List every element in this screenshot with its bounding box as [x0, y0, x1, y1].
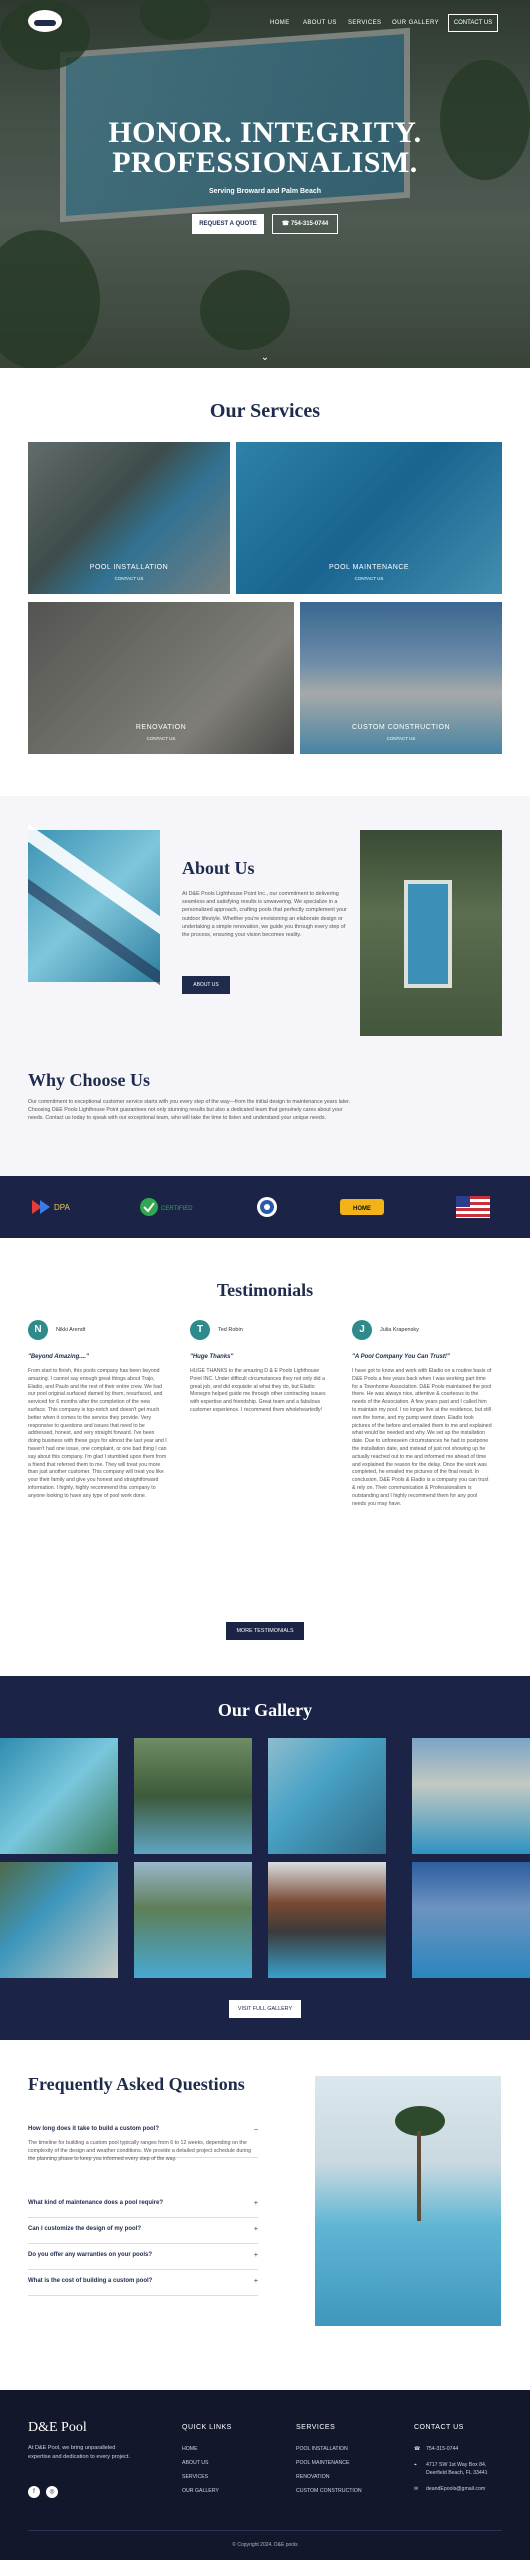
service-cta[interactable]: CONTACT US	[146, 736, 176, 741]
why-text: Our commitment to exceptional customer service starts with you every step of the way—from the initial design to maintenance years later. Choosing D&E Pools Lighthouse Point guarantees not only stunning results but also a dedicated team that genuinely cares about your needs. Contact us today to speak with our exceptional team, who will take the time to listen and understand your unique needs.	[28, 1099, 351, 1121]
location-icon: ⌖	[414, 2462, 417, 2468]
faq-title: Frequently Asked Questions	[28, 2074, 245, 2094]
about-image-aerial	[360, 830, 502, 1036]
footer-link-gallery[interactable]: OUR GALLERY	[182, 2488, 219, 2494]
seal-logo	[255, 1196, 279, 1218]
about-us-button[interactable]: ABOUT US	[182, 976, 230, 994]
gallery-image[interactable]	[0, 1862, 118, 1978]
gallery-image[interactable]	[0, 1738, 118, 1854]
why-title: Why Choose Us	[28, 1070, 151, 1090]
footer-quick-title: QUICK LINKS	[182, 2424, 232, 2431]
nav-gallery[interactable]: OUR GALLERY	[392, 20, 439, 26]
nav-contact-button[interactable]: CONTACT US	[448, 14, 498, 32]
faq-question: What is the cost of building a custom pool?	[28, 2278, 153, 2284]
about-text: At D&E Pools Lighthouse Point Inc., our commitment to delivering seamless and satisfying results is unwavering. We specialize in a personalized approach, crafting pools that perfectly complement your outdoor lifestyle. Whether you're envisioning an elaborate design or undertaking a simple renovation, we guide you through every step of the process, ensuring your vision becomes reality.	[182, 891, 347, 939]
about-title: About Us	[182, 858, 255, 878]
gallery-image[interactable]	[134, 1862, 252, 1978]
faq-item[interactable]	[28, 2200, 258, 2218]
nav-about[interactable]: ABOUT US	[303, 20, 337, 26]
testimonial-body: From start to finish, this pools company has been beyond amazing. I cannot say enough great things about Trajo, Eladio, and Paulo and the rest of their entire crew. We had our pool original surfaced damed by them, resurfaced, and serviced for 6 months after the completion of the new surface. This company is top-notch and doesn't get much better when it comes to the service they provide. Very responsive to questions and issues that need to be addressed, honest, and very straight forward. I've been doing business with these guys for almost the last year and I haven't had one issue, one complaint, or one bad thing I can say about this company. I'm glad I stumbled upon them from a friend that referred them to me. They will treat you more than just another customer. This company will treat you like your their family and give you honest and straightforward information. I highly, highly recommend this company to anyone looking to have any type of pool work done.	[28, 1368, 167, 1499]
service-label: POOL INSTALLATION	[89, 564, 169, 571]
dpa-logo-text: DPA	[54, 1203, 70, 1212]
minus-icon: –	[254, 2126, 258, 2133]
hero-overlay	[0, 0, 530, 368]
faq-item[interactable]	[28, 2278, 258, 2296]
gallery-image[interactable]	[412, 1862, 530, 1978]
gallery-image[interactable]	[134, 1738, 252, 1854]
phone-icon: ☎	[414, 2446, 421, 2452]
testimonial-card	[352, 1320, 492, 1600]
facebook-icon[interactable]: f	[28, 2486, 40, 2498]
service-label: POOL MAINTENANCE	[328, 564, 410, 571]
service-card-renovation[interactable]	[28, 602, 294, 754]
usa-flag-icon	[456, 1196, 490, 1218]
service-card-maintenance[interactable]	[236, 442, 502, 594]
home-logo-text: HOME	[353, 1206, 371, 1212]
footer-divider	[28, 2530, 502, 2531]
visit-gallery-button[interactable]: VISIT FULL GALLERY	[229, 2000, 301, 2018]
service-cta[interactable]: CONTACT US	[114, 576, 144, 581]
request-quote-button[interactable]: REQUEST A QUOTE	[192, 214, 264, 234]
footer-copyright: © Copyright 2024. D&E pools	[232, 2542, 298, 2548]
plus-icon: +	[253, 2278, 258, 2285]
footer-tagline: At D&E Pool, we bring unparalleled expertise and dedication to every project.	[28, 2445, 130, 2460]
top-nav	[0, 0, 530, 48]
testimonial-body: HUGE THANKS to the amazing D & E Pools Lighthouse Point INC. Under difficult circumstances they not only did a great job, and did exquisite at what they do, but Eladio Monegro helped guide me through other contracting issues with expertise and friendship. Great team and a fabulous customer experience. I recommend them wholeheartedly!	[190, 1368, 326, 1413]
dpa-logo	[28, 1196, 80, 1218]
footer-service-link[interactable]: CUSTOM CONSTRUCTION	[296, 2488, 362, 2494]
gallery-image[interactable]	[268, 1862, 386, 1978]
faq-question: Do you offer any warranties on your pools?	[28, 2252, 153, 2258]
home-advisor-logo	[340, 1196, 384, 1218]
testimonial-card	[190, 1320, 330, 1600]
testimonials-title: Testimonials	[216, 1280, 314, 1300]
faq-question: How long does it take to build a custom pool?	[28, 2126, 160, 2132]
gallery-section	[0, 1676, 530, 2040]
phone-button[interactable]	[272, 214, 338, 234]
service-overlay	[28, 442, 230, 594]
testimonial-heading: "Beyond Amazing...."	[28, 1354, 89, 1360]
testimonial-heading: "A Pool Company You Can Trust!"	[352, 1354, 450, 1360]
footer-link-home[interactable]: HOME	[182, 2446, 198, 2452]
footer-address: 4717 SW 1st Way Box 84, Deerfield Beach, FL 33441	[426, 2462, 488, 2476]
avatar: N	[28, 1320, 48, 1340]
logo[interactable]	[28, 10, 62, 32]
nav-services[interactable]: SERVICES	[348, 20, 382, 26]
nav-home[interactable]: HOME	[270, 20, 290, 26]
chevron-down-icon[interactable]: ⌄	[260, 352, 270, 363]
testimonial-heading: "Huge Thanks"	[190, 1354, 234, 1360]
footer-phone[interactable]: 754-315-0744	[426, 2446, 459, 2452]
faq-question: What kind of maintenance does a pool require?	[28, 2200, 164, 2206]
footer-service-link[interactable]: RENOVATION	[296, 2474, 330, 2480]
footer-email[interactable]: deandEpools@gmail.com	[426, 2486, 486, 2492]
hero-title	[0, 118, 530, 178]
faq-image-pool	[315, 2076, 501, 2326]
service-cta[interactable]: CONTACT US	[386, 736, 416, 741]
plus-icon: +	[253, 2200, 258, 2207]
about-image-pool-tiles	[28, 830, 160, 982]
footer-service-link[interactable]: POOL MAINTENANCE	[296, 2460, 350, 2466]
hero-title-line2: PROFESSIONALISM.	[112, 146, 418, 179]
service-label: RENOVATION	[135, 724, 187, 731]
phone-icon: ☎	[281, 221, 291, 227]
gallery-title: Our Gallery	[217, 1700, 313, 1720]
services-title: Our Services	[209, 400, 321, 422]
avatar: T	[190, 1320, 210, 1340]
hero-subtitle: Serving Broward and Palm Beach	[208, 188, 322, 195]
certified-logo-text: CERTIFIED	[161, 1206, 193, 1212]
service-overlay	[236, 442, 502, 594]
footer-link-about[interactable]: ABOUT US	[182, 2460, 209, 2466]
testimonial-card	[28, 1320, 168, 1600]
testimonial-author: Ted Robin	[218, 1327, 243, 1333]
hero-section	[0, 0, 530, 368]
more-testimonials-button[interactable]: MORE TESTIMONIALS	[226, 1622, 304, 1640]
faq-answer: The timeline for building a custom pool typically ranges from 6 to 12 weeks, depending on the complexity of the design and weather conditions. We provide a detailed project schedule during the planning phase to keep you informed every step of the way.	[28, 2140, 252, 2162]
plus-icon: +	[253, 2252, 258, 2259]
service-card-construction[interactable]	[300, 602, 502, 754]
plus-icon: +	[253, 2226, 258, 2233]
footer-link-services[interactable]: SERVICES	[182, 2474, 209, 2480]
certified-logo	[138, 1196, 206, 1218]
avatar: J	[352, 1320, 372, 1340]
footer-service-link[interactable]: POOL INSTALLATION	[296, 2446, 348, 2452]
faq-question: Can I customize the design of my pool?	[28, 2226, 142, 2232]
footer-brand: D&E Pool	[28, 2420, 87, 2435]
instagram-icon[interactable]: ◎	[46, 2486, 58, 2498]
faq-item[interactable]	[28, 2226, 258, 2244]
service-overlay	[28, 602, 294, 754]
service-cta[interactable]: CONTACT US	[354, 576, 384, 581]
testimonial-body: I have got to know and work with Eladio on a routine basis of D&E Pools a few years back when I was working part time for a Townhome Association. D&E Pools maintained the pool there. He was always nice, attentive & courteous to the needs of the Association. A few years past and I called him to maintain my pool. I no longer live at the residence, but still own the home, and my pump went down. Eladio took pictures of the before and emailed them to me and explained what would be needed and why. We set up the installation date. Due to unforeseen circumstances he had to postpone the installation date, and instead of just not showing up he actually reached out to me and informed me ahead of time and explained the reason for the delay. Once the work was completed, he emailed me pictures of the final result. In conclusion, D&E Pools & Eladio is a company you can trust & rely on. Their communication & Professionalism is outstanding and I highly recommend them for any pool needs you may have.	[352, 1368, 492, 1507]
service-card-installation[interactable]	[28, 442, 230, 594]
phone-button-label: 754-315-0744	[290, 221, 329, 227]
mail-icon: ✉	[414, 2486, 419, 2492]
service-label: CUSTOM CONSTRUCTION	[351, 724, 451, 731]
testimonial-author: Julia Krapensky	[380, 1327, 419, 1333]
footer-services-title: SERVICES	[296, 2424, 336, 2431]
hero-title-line1: HONOR. INTEGRITY.	[108, 116, 422, 149]
gallery-image[interactable]	[268, 1738, 386, 1854]
gallery-image[interactable]	[412, 1738, 530, 1854]
testimonial-author: Nikki Arendt	[56, 1327, 86, 1333]
service-overlay	[300, 602, 502, 754]
footer-contact-title: CONTACT US	[414, 2424, 464, 2431]
faq-item[interactable]	[28, 2252, 258, 2270]
